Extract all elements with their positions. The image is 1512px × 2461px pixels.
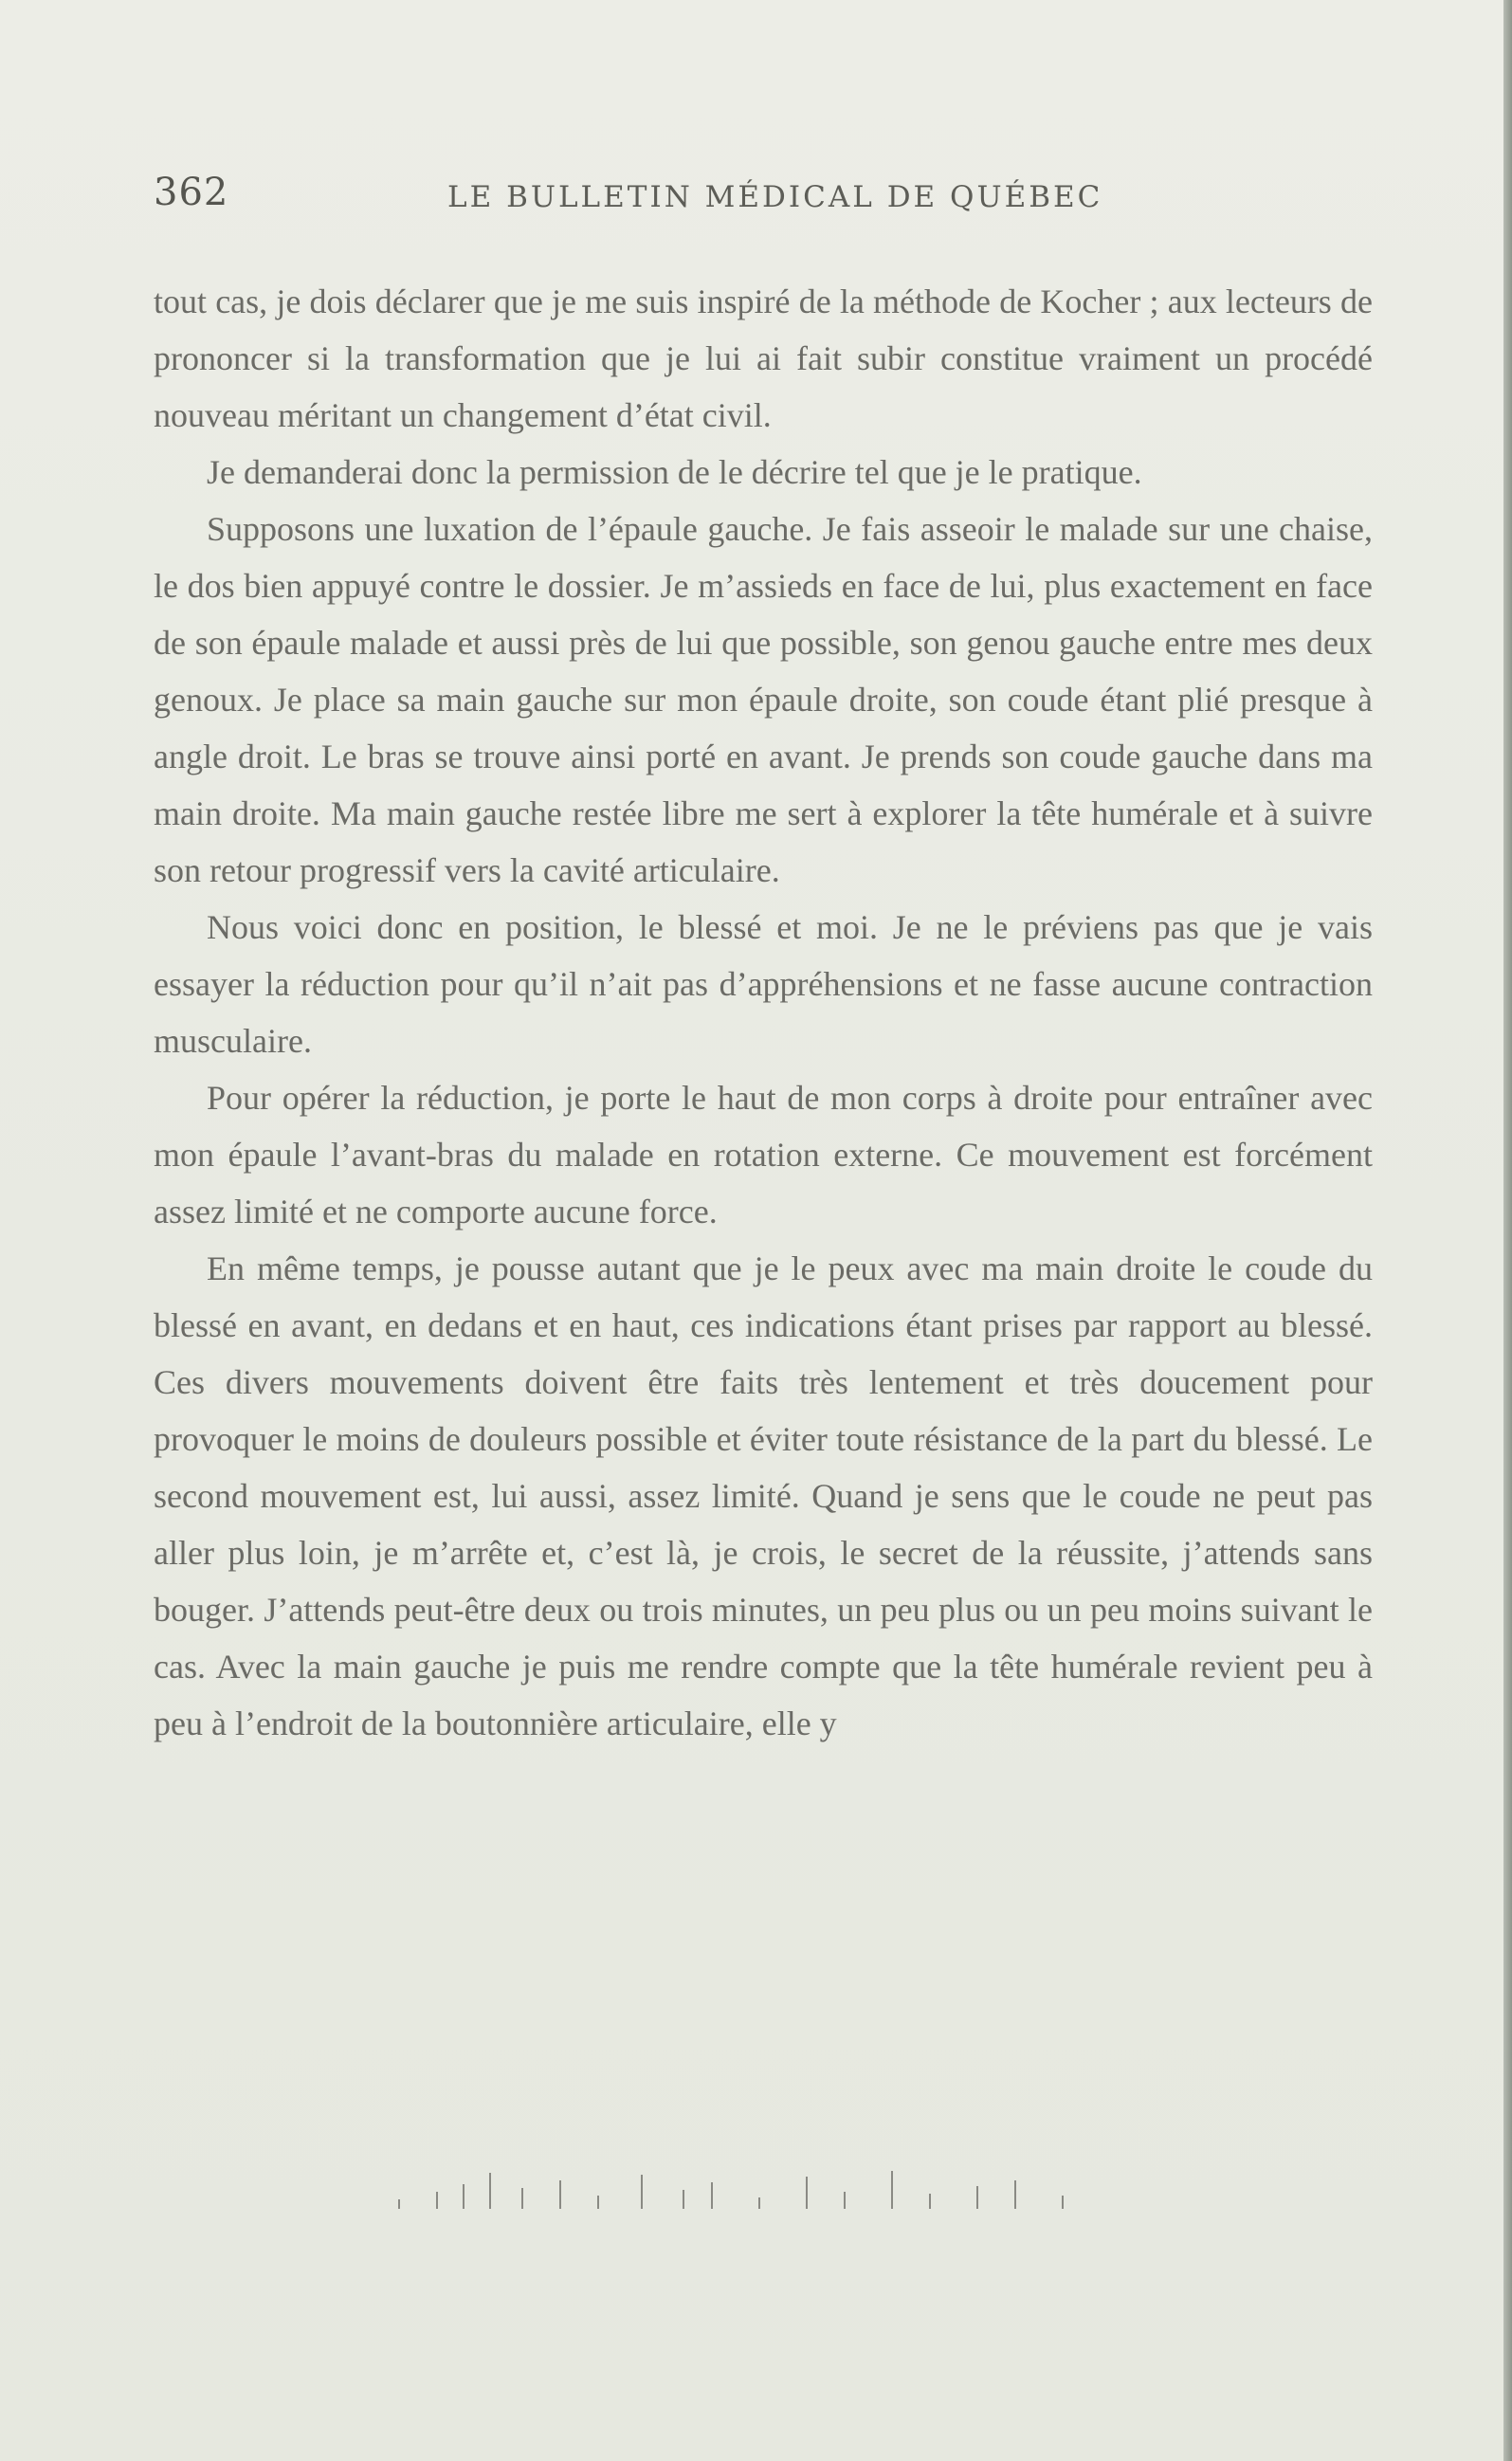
paragraph-5: Pour opérer la réduction, je porte le haut de mon corps à droite pour entraîner avec mon épaule l’avant-bras du malade en rotation externe. Ce mouvement est forcément assez limité et ne comporte aucune force. bbox=[154, 1079, 1373, 1230]
page-header bbox=[154, 169, 1373, 226]
paragraph-3: Supposons une luxation de l’épaule gauche. Je fais asseoir le malade sur une chaise, le dos bien appuyé contre le dossier. Je m’assieds en face de lui, plus exactement en face de son épaule malade et aussi près de lui que possible, son genou gauche entre mes deux genoux. Je place sa main gauche sur mon épaule droite, son coude étant plié presque à angle droit. Le bras se trouve ainsi porté en avant. Je prends son coude gauche dans ma main droite. Ma main gauche restée libre me sert à explorer la tête humérale et à suivre son retour progressif vers la cavité articulaire. bbox=[154, 510, 1373, 889]
running-title: LE BULLETIN MÉDICAL DE QUÉBEC bbox=[447, 180, 1103, 214]
paragraph-6: En même temps, je pousse autant que je le peux avec ma main droite le coude du blessé en avant, en dedans et en haut, ces indications étant prises par rapport au blessé. Ces divers mouvements doivent être faits très lentement et très doucement pour provoquer le moins de douleurs possible et éviter toute résistance de la part du blessé. Le second mouvement est, lui aussi, assez limité. Quand je sens que le coude ne peut pas aller plus loin, je m’arrête et, c’est là, je crois, le secret de la réussite, j’attends sans bouger. J’attends peut-être deux ou trois minutes, un peu plus ou un peu moins suivant le cas. Avec la main gauche je puis me rendre compte que la tête humérale revient peu à peu à l’endroit de la boutonnière articulaire, elle y bbox=[154, 1249, 1373, 1742]
body-text bbox=[154, 273, 1373, 1752]
print-marks bbox=[398, 2169, 1119, 2209]
paragraph-2: Je demanderai donc la permission de le décrire tel que je le pratique. bbox=[207, 453, 1142, 491]
page-number: 362 bbox=[154, 171, 229, 214]
page-edge-shadow bbox=[1503, 0, 1512, 2461]
paragraph-1: tout cas, je dois déclarer que je me suis inspiré de la méthode de Kocher ; aux lecteurs de prononcer si la transformation que je lui ai fait subir constitue vraiment un procédé nouveau méritant un changement d’état civil. bbox=[154, 283, 1373, 434]
paragraph-4: Nous voici donc en position, le blessé et moi. Je ne le préviens pas que je vais essayer la réduction pour qu’il n’ait pas d’appréhensions et ne fasse aucune contraction musculaire. bbox=[154, 908, 1373, 1060]
